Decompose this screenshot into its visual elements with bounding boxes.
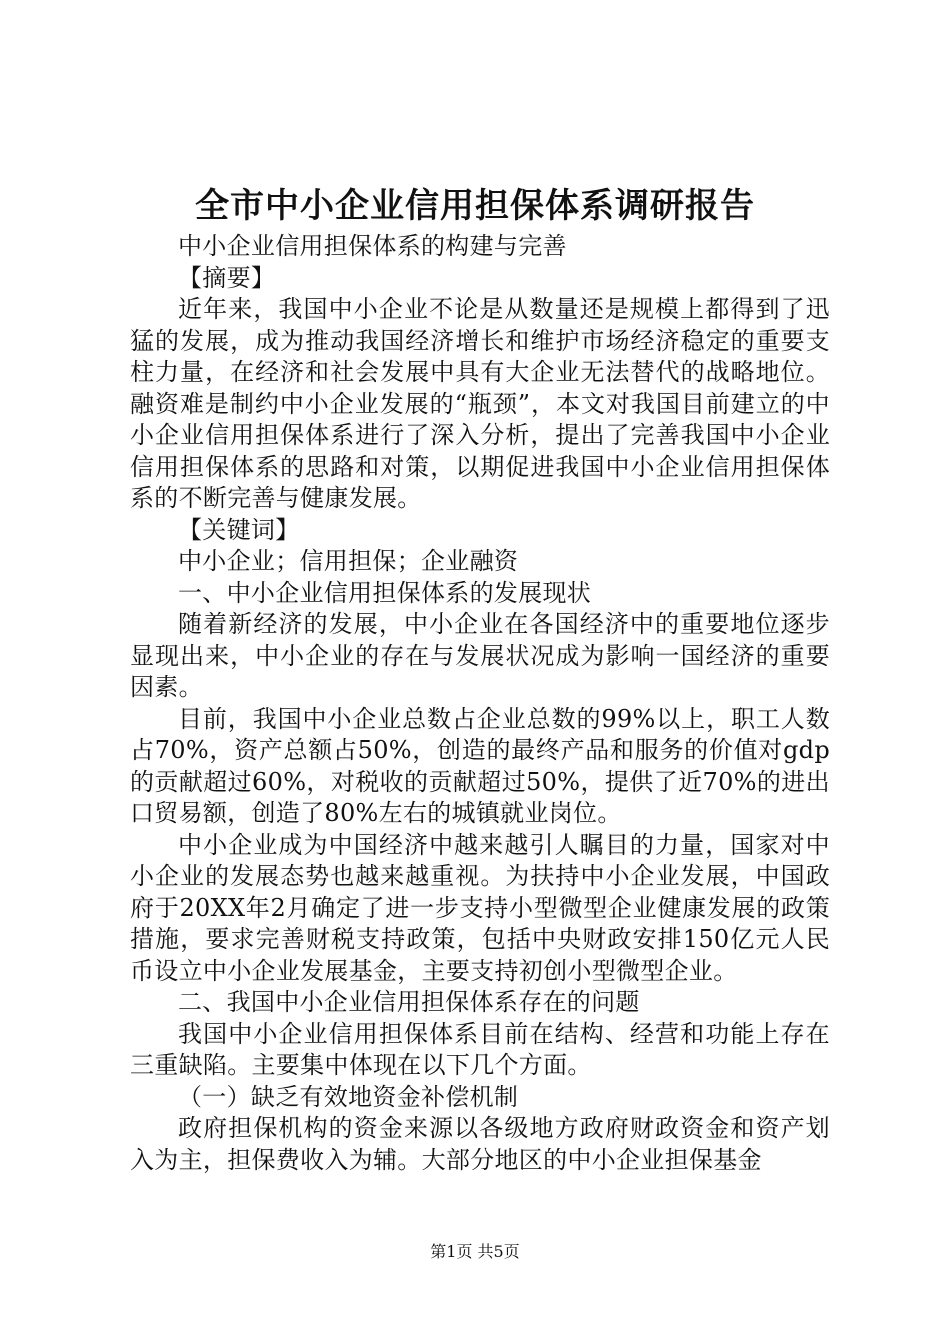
body-paragraph: 目前，我国中小企业总数占企业总数的99%以上，职工人数占70%，资产总额占50%，创造的最终产品和服务的价值对gdp的贡献超过60%，对税收的贡献超过50%，提供了近70%的进出口贸易额，创造了80%左右的城镇就业岗位。 <box>130 704 830 827</box>
abstract-heading: 【摘要】 <box>178 263 276 292</box>
keywords-paragraph: 中小企业；信用担保；企业融资 <box>178 547 519 575</box>
document-body <box>130 231 830 1176</box>
subsection-heading-1: （一）缺乏有效地资金补偿机制 <box>178 1082 519 1111</box>
body-paragraph: 随着新经济的发展，中小企业在各国经济中的重要地位逐步显现出来，中小企业的存在与发展状况成为影响一国经济的重要因素。 <box>130 610 830 701</box>
abstract-paragraph: 近年来，我国中小企业不论是从数量还是规模上都得到了迅猛的发展，成为推动我国经济增长和维护市场经济稳定的重要支柱力量，在经济和社会发展中具有大企业无法替代的战略地位。融资难是制约中小企业发展的“瓶颈”，本文对我国目前建立的中小企业信用担保体系进行了深入分析，提出了完善我国中小企业信用担保体系的思路和对策，以期促进我国中小企业信用担保体系的不断完善与健康发展。 <box>130 295 830 512</box>
document-title: 全市中小企业信用担保体系调研报告 <box>195 186 755 226</box>
section-heading-1: 一、中小企业信用担保体系的发展现状 <box>178 578 592 607</box>
body-paragraph: 政府担保机构的资金来源以各级地方政府财政资金和资产划入为主，担保费收入为辅。大部分地区的中小企业担保基金 <box>130 1114 830 1174</box>
body-paragraph: 我国中小企业信用担保体系目前在结构、经营和功能上存在三重缺陷。主要集中体现在以下几个方面。 <box>130 1019 830 1079</box>
section-heading-2: 二、我国中小企业信用担保体系存在的问题 <box>178 988 640 1016</box>
subtitle-paragraph: 中小企业信用担保体系的构建与完善 <box>178 232 567 260</box>
body-paragraph: 中小企业成为中国经济中越来越引人瞩目的力量，国家对中小企业的发展态势也越来越重视。为扶持中小企业发展，中国政府于20XX年2月确定了进一步支持小型微型企业健康发展的政策措施，要求完善财税支持政策，包括中央财政安排150亿元人民币设立中小企业发展基金，主要支持初创小型微型企业。 <box>130 830 830 985</box>
keywords-heading: 【关键词】 <box>178 515 300 544</box>
page-footer: 第1页 共5页 <box>430 1242 520 1261</box>
